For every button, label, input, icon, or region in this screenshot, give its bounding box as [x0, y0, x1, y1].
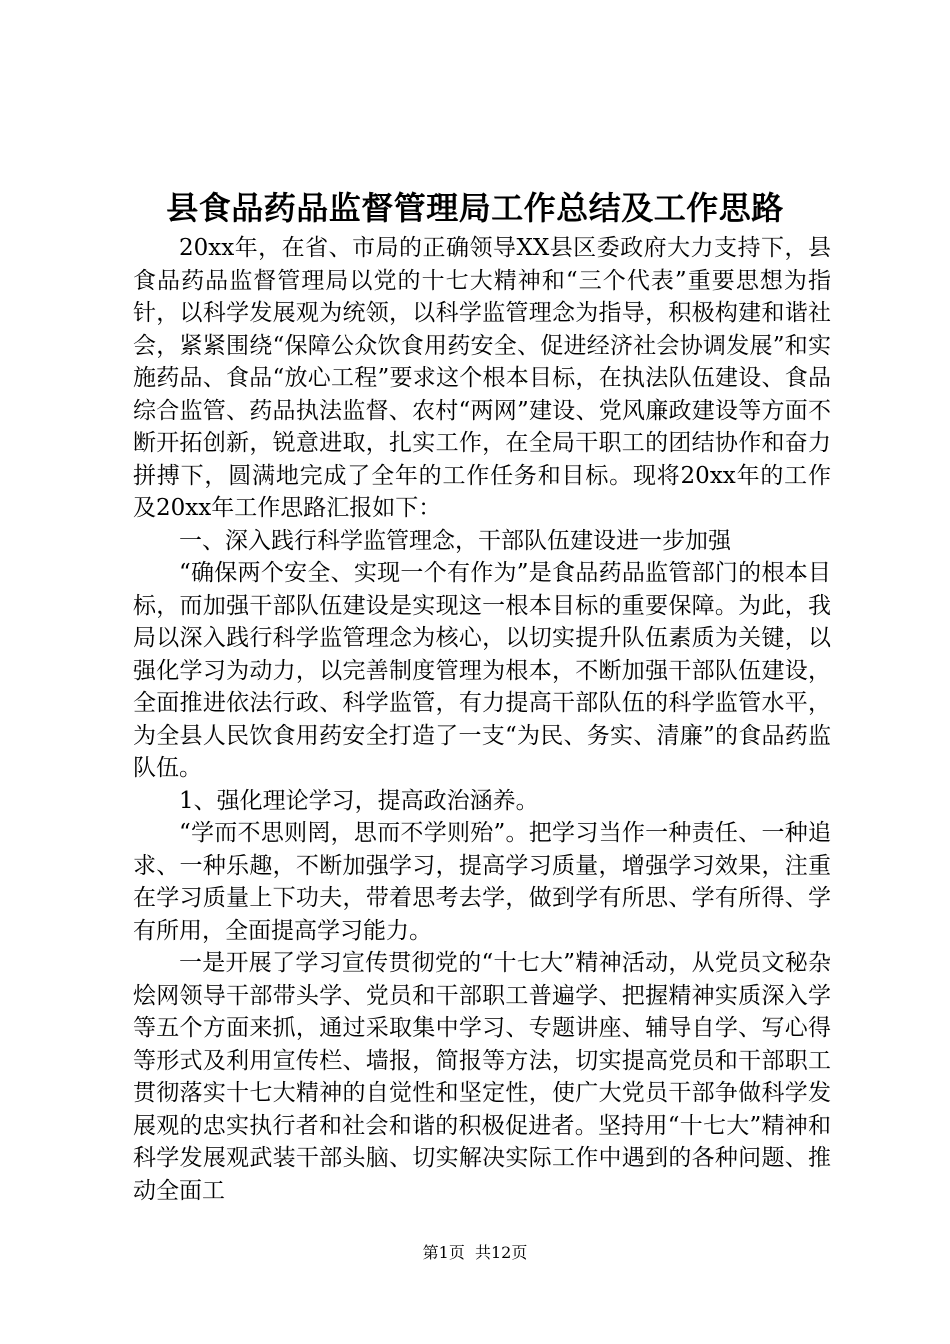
- page-current: 1: [438, 1243, 449, 1262]
- subsection-heading-1: 1、强化理论学习，提高政治涵养。: [179, 787, 539, 814]
- paragraph-study: “学而不思则罔，思而不学则殆”。把学习当作一种责任、一种追求、一种乐趣，不断加强学习，提高学习质量，增强学习效果，注重在学习质量上下功夫，带着思考去学，做到学有所思、学有所得、学有所用，全面提高学习能力。: [133, 820, 831, 944]
- paragraph-section-1: “确保两个安全、实现一个有作为”是食品药品监管部门的根本目标，而加强干部队伍建设是实现这一根本目标的重要保障。为此，我局以深入践行科学监管理念为核心，以切实提升队伍素质为关键，以强化学习为动力，以完善制度管理为根本，不断加强干部队伍建设，全面推进依法行政、科学监管，有力提高干部队伍的科学监管水平，为全县人民饮食用药安全打造了一支“为民、务实、清廉”的食品药监队伍。: [133, 560, 831, 781]
- page-footer: [0, 1242, 950, 1264]
- section-heading-1: 一、深入践行科学监管理念，干部队伍建设进一步加强: [179, 527, 731, 554]
- document-body: [133, 232, 831, 1207]
- page-mid: 页 共: [448, 1243, 491, 1262]
- page-total: 12: [491, 1243, 512, 1262]
- paragraph-item-1: 一是开展了学习宣传贯彻党的“十七大”精神活动，从党员文秘杂烩网领导干部带头学、党员和干部职工普遍学、把握精神实质深入学等五个方面来抓，通过采取集中学习、专题讲座、辅导自学、写心得等形式及利用宣传栏、墙报，简报等方法，切实提高党员和干部职工贯彻落实十七大精神的自觉性和坚定性，使广大党员干部争做科学发展观的忠实执行者和社会和谐的积极促进者。坚持用“十七大”精神和科学发展观武装干部头脑、切实解决实际工作中遇到的各种问题、推动全面工: [133, 950, 831, 1204]
- page-suffix: 页: [511, 1243, 528, 1262]
- document-title: 县食品药品监督管理局工作总结及工作思路: [166, 189, 784, 227]
- paragraph-intro: 20xx年，在省、市局的正确领导XX县区委政府大力支持下，县食品药品监督管理局以党的十七大精神和“三个代表”重要思想为指针，以科学发展观为统领，以科学监管理念为指导，积极构建和谐社会，紧紧围绕“保障公众饮食用药安全、促进经济社会协调发展”和实施药品、食品“放心工程”要求这个根本目标，在执法队伍建设、食品综合监管、药品执法监督、农村“两网”建设、党风廉政建设等方面不断开拓创新，锐意进取，扎实工作，在全局干职工的团结协作和奋力拼搏下，圆满地完成了全年的工作任务和目标。现将20xx年的工作及20xx年工作思路汇报如下：: [133, 235, 831, 521]
- page-prefix: 第: [422, 1243, 439, 1262]
